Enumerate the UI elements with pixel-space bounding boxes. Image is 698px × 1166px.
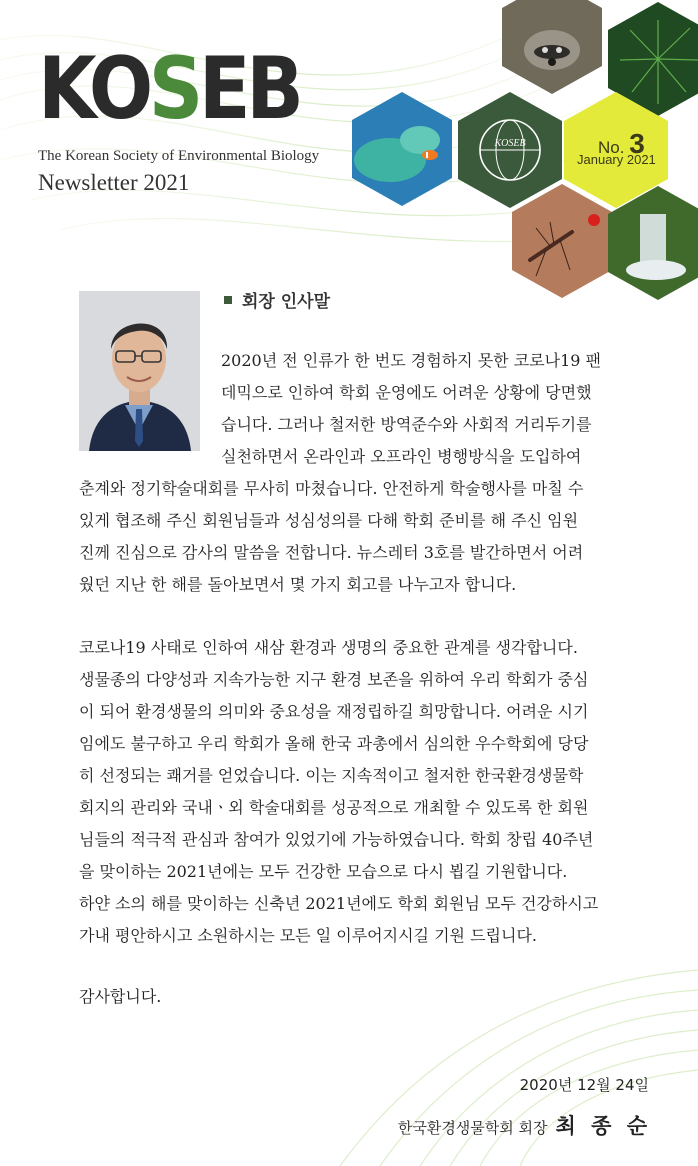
raccoon-photo-hex (502, 0, 602, 94)
text-line: 있게 협조해 주신 회원님들과 성심성의를 다해 학회 준비를 해 주신 임원 (79, 511, 579, 530)
section-heading (224, 287, 330, 312)
society-name: The Korean Society of Environmental Biology (38, 148, 320, 164)
text-line: 임에도 불구하고 우리 학회가 올해 한국 과총에서 심의한 우수학회에 당당 (79, 734, 589, 753)
signature-line (398, 1110, 651, 1140)
logo-text-eb: EB (198, 39, 300, 139)
text-line: 회지의 관리와 국내ㆍ외 학술대회를 성공적으로 개최할 수 있도록 한 회원 (79, 798, 589, 817)
text-line: 님들의 적극적 관심과 참여가 있었기에 가능하였습니다. 학회 창립 40주년 (79, 830, 594, 849)
text-line: 춘계와 정기학술대회를 무사히 마쳤습니다. 안전하게 학술행사를 마칠 수 (79, 479, 584, 498)
logo-text-s: S (148, 39, 199, 139)
coral-reef-photo-hex (352, 92, 452, 206)
section-title: 회장 인사말 (242, 292, 331, 312)
square-bullet-icon (224, 296, 232, 304)
newsletter-title: Newsletter 2021 (38, 170, 190, 195)
issue-date: January 2021 (577, 152, 656, 167)
text-line: 이 되어 환경생물의 의미와 중요성을 재정립하길 희망합니다. 어려운 시기 (79, 702, 589, 721)
text-line: 데믹으로 인하여 학회 운영에도 어려운 상황에 당면했 (221, 383, 592, 402)
text-line: 가내 평안하시고 소원하시는 모든 일 이루어지시길 기원 드립니다. (79, 926, 538, 945)
text-line: 코로나19 사태로 인하여 새삼 환경과 생명의 중요한 관계를 생각합니다. (79, 638, 578, 657)
emblem-text: KOSEB (494, 138, 526, 149)
text-line: 2020년 전 인류가 한 번도 경험하지 못한 코로나19 팬 (221, 351, 601, 370)
signature-name: 최 종 순 (555, 1113, 651, 1138)
text-line: 진께 진심으로 감사의 말씀을 전합니다. 뉴스레터 3호를 발간하면서 어려 (79, 543, 584, 562)
text-line: 웠던 지난 한 해를 돌아보면서 몇 가지 회고를 나누고자 합니다. (79, 575, 517, 594)
text-line: 을 맞이하는 2021년에는 모두 건강한 모습으로 다시 뵙길 기원합니다. (79, 862, 568, 881)
greeting-paragraph-1-full (79, 473, 583, 601)
text-line: 실천하면서 온라인과 오프라인 병행방식을 도입하여 (221, 447, 582, 466)
logo-text-ko: KO (38, 39, 149, 139)
greeting-paragraph-1-indented (221, 345, 601, 473)
greeting-paragraph-2 (79, 632, 598, 952)
mosquito-photo-hex (512, 184, 612, 298)
president-portrait (79, 291, 200, 451)
signature-title: 한국환경생물학회 회장 (397, 1119, 548, 1137)
text-line: 습니다. 그러나 철저한 방역준수와 사회적 거리두기를 (221, 415, 592, 434)
text-line: 히 선정되는 쾌거를 얻었습니다. 이는 지속적이고 철저한 한국환경생물학 (79, 766, 584, 785)
letter-date: 2020년 12월 24일 (519, 1076, 649, 1094)
issue-prefix: No. (598, 138, 630, 157)
text-line: 하얀 소의 해를 맞이하는 신축년 2021년에도 학회 회원님 모두 건강하시고 (79, 894, 599, 913)
koseb-logo (38, 39, 335, 139)
koseb-emblem-hex (458, 92, 562, 208)
issue-number: 3 (629, 128, 645, 159)
closing-line: 감사합니다. (79, 987, 162, 1006)
text-line: 생물종의 다양성과 지속가능한 지구 환경 보존을 위하여 우리 학회가 중심 (79, 670, 589, 689)
closing-text (79, 981, 161, 1013)
